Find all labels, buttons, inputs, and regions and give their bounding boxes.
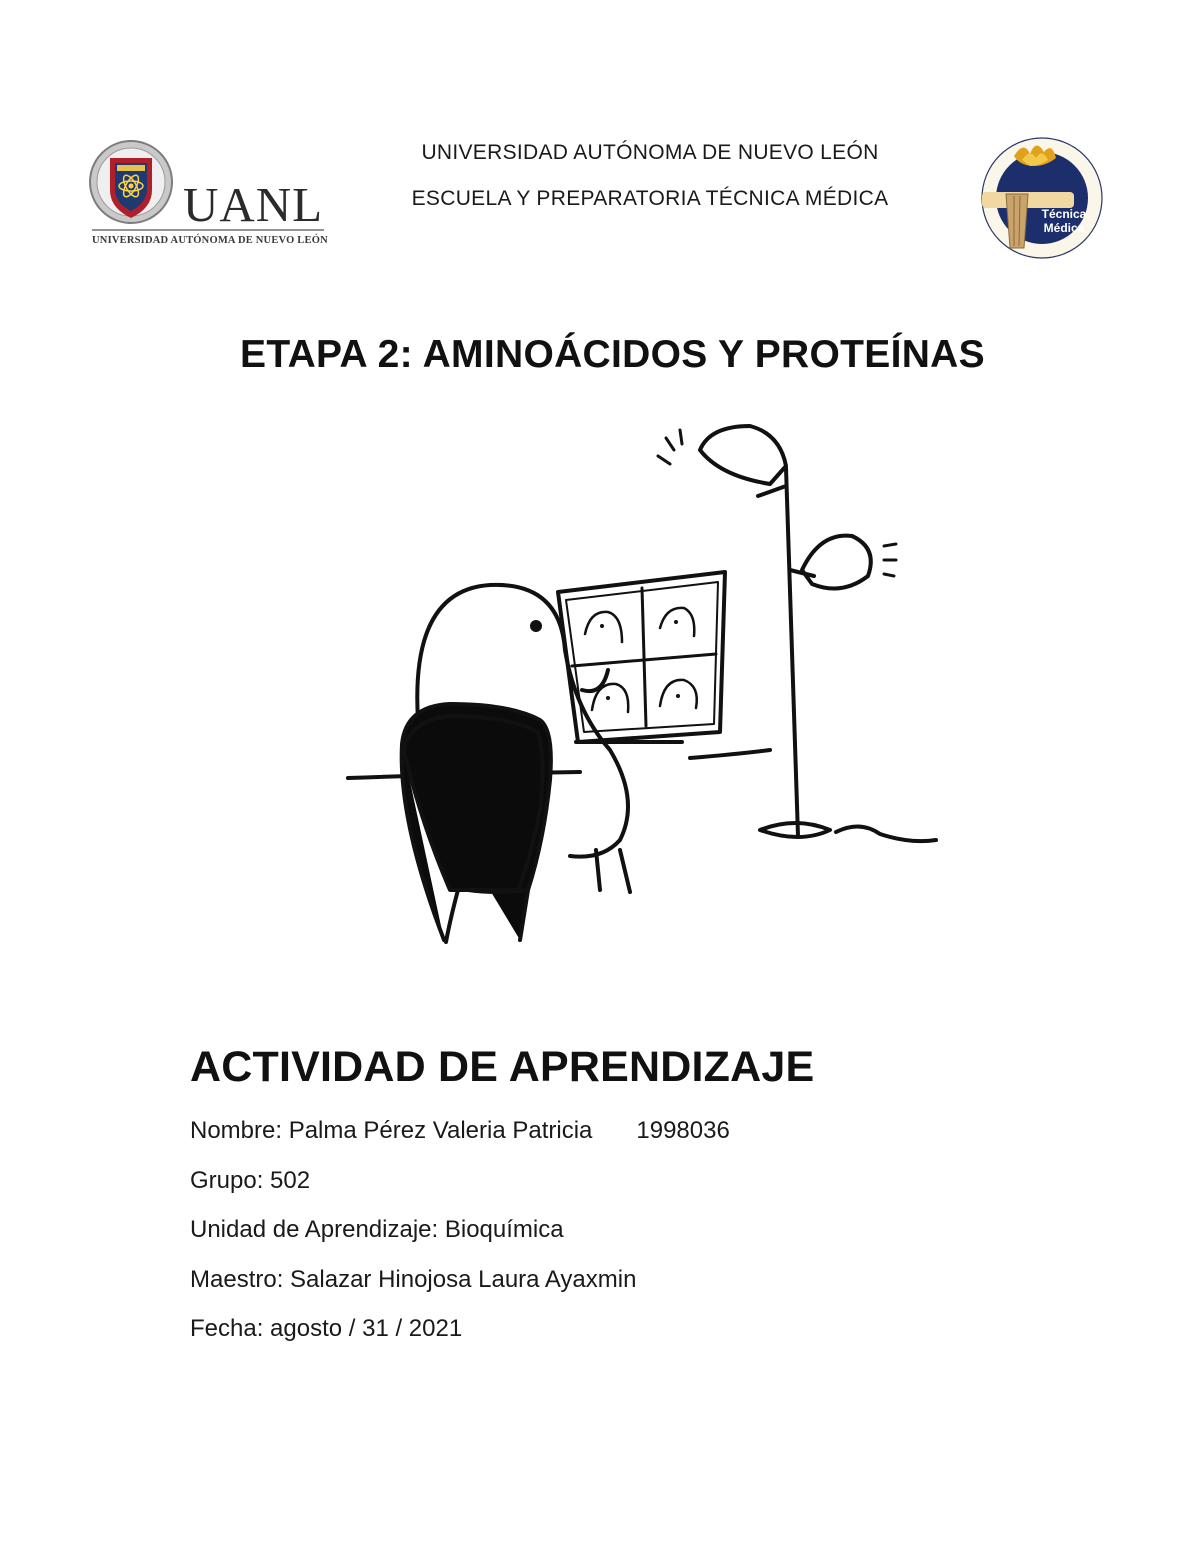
escuela-logo-text-1: Técnica	[1041, 207, 1087, 221]
escuela-torch-seal-icon	[972, 136, 1112, 260]
school-name: ESCUELA Y PREPARATORIA TÉCNICA MÉDICA	[411, 187, 889, 210]
name-line: Nombre: Palma Pérez Valeria Patricia	[190, 1117, 593, 1144]
activity-title: ACTIVIDAD DE APRENDIZAJE	[190, 1043, 815, 1091]
stage-title: ETAPA 2: AMINOÁCIDOS Y PROTEÍNAS	[240, 333, 985, 376]
group-line: Grupo: 502	[190, 1166, 311, 1194]
video-call-drawing-icon	[340, 420, 940, 955]
student-details	[190, 1112, 730, 1360]
date-line: Fecha: agosto / 31 / 2021	[190, 1315, 463, 1342]
illustration	[340, 420, 940, 955]
student-id: 1998036	[636, 1117, 730, 1144]
university-name: UNIVERSIDAD AUTÓNOMA DE NUEVO LEÓN	[421, 141, 879, 164]
name-row	[190, 1112, 730, 1162]
teacher-line: Maestro: Salazar Hinojosa Laura Ayaxmin	[190, 1265, 637, 1293]
escuela-logo-text-2: Médica	[1043, 221, 1085, 235]
header-text	[360, 138, 940, 214]
unit-line: Unidad de Aprendizaje: Bioquímica	[190, 1216, 564, 1243]
uanl-logo	[88, 138, 328, 250]
uanl-logo-caption: UNIVERSIDAD AUTÓNOMA DE NUEVO LEÓN	[92, 235, 328, 246]
uanl-wordmark: UANL	[183, 177, 324, 232]
escuela-logo	[972, 136, 1112, 260]
uanl-seal-icon	[88, 138, 328, 250]
